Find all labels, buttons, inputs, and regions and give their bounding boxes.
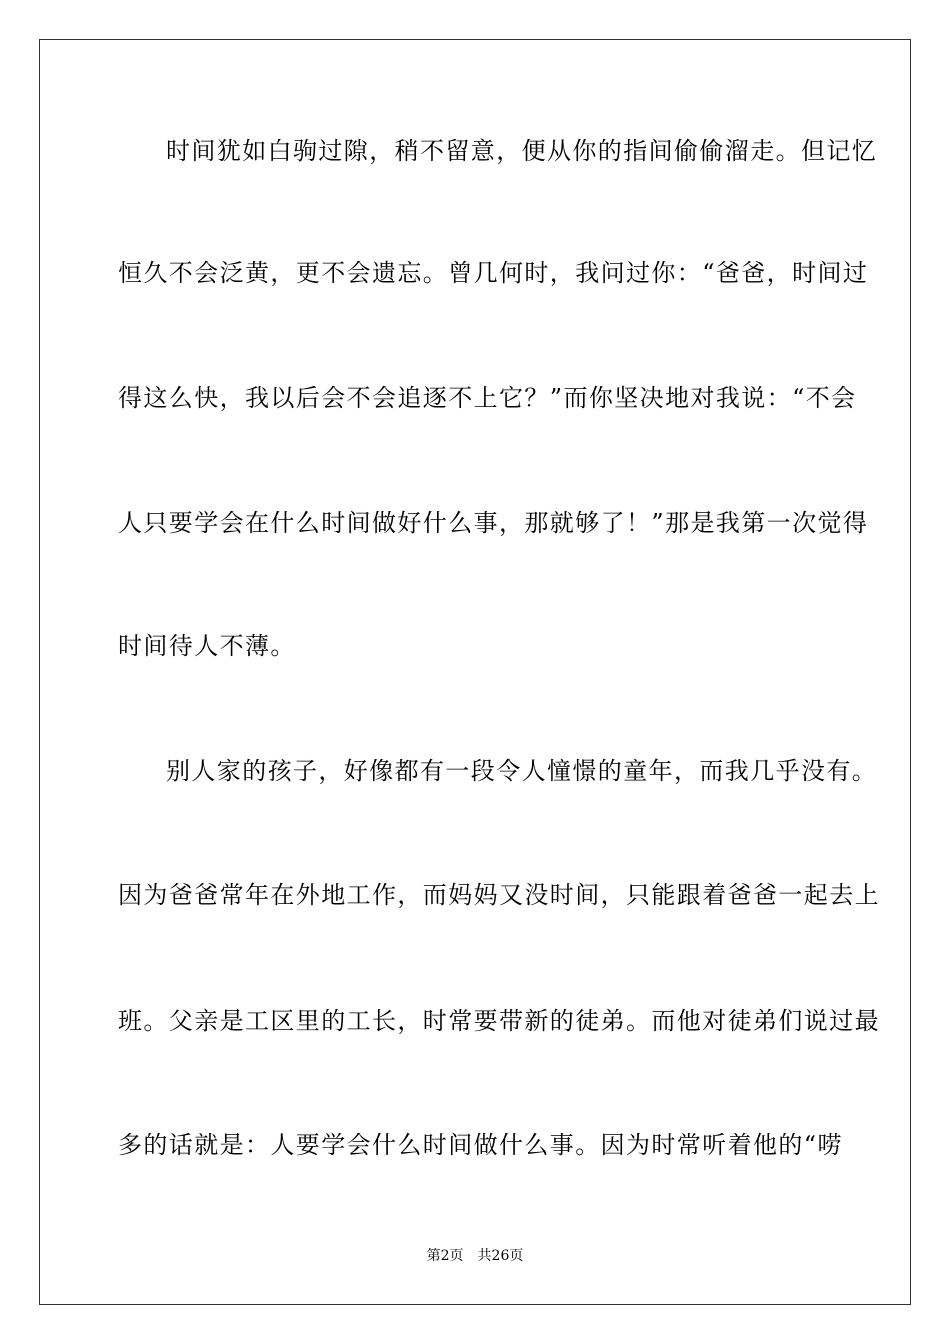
paragraph-2-line-4: 多的话就是：人要学会什么时间做什么事。因为时常听着他的“唠 — [118, 1131, 843, 1159]
paragraph-1-line-2: 恒久不会泛黄，更不会遗忘。曾几何时，我问过你：“爸爸，时间过 — [118, 259, 869, 287]
paragraph-2-line-1: 别人家的孩子，好像都有一段令人憧憬的童年，而我几乎没有。 — [166, 757, 878, 785]
paragraph-1-line-4: 人只要学会在什么时间做好什么事，那就够了！”那是我第一次觉得 — [118, 509, 869, 537]
paragraph-1-line-3: 得这么快，我以后会不会追逐不上它？”而你坚决地对我说：“不会 — [118, 384, 857, 412]
page-total: 共26页 — [477, 1248, 524, 1264]
paragraph-1-line-1: 时间犹如白驹过隙，稍不留意，便从你的指间偷偷溜走。但记忆 — [166, 137, 878, 165]
paragraph-1-line-5: 时间待人不薄。 — [118, 632, 296, 660]
page-number: 第2页 — [426, 1248, 464, 1264]
page-frame — [39, 39, 911, 1305]
paragraph-2-line-3: 班。父亲是工区里的工长，时常要带新的徒弟。而他对徒弟们说过最 — [118, 1007, 880, 1035]
page-footer — [0, 1247, 950, 1265]
paragraph-2-line-2: 因为爸爸常年在外地工作，而妈妈又没时间，只能跟着爸爸一起去上 — [118, 881, 880, 909]
